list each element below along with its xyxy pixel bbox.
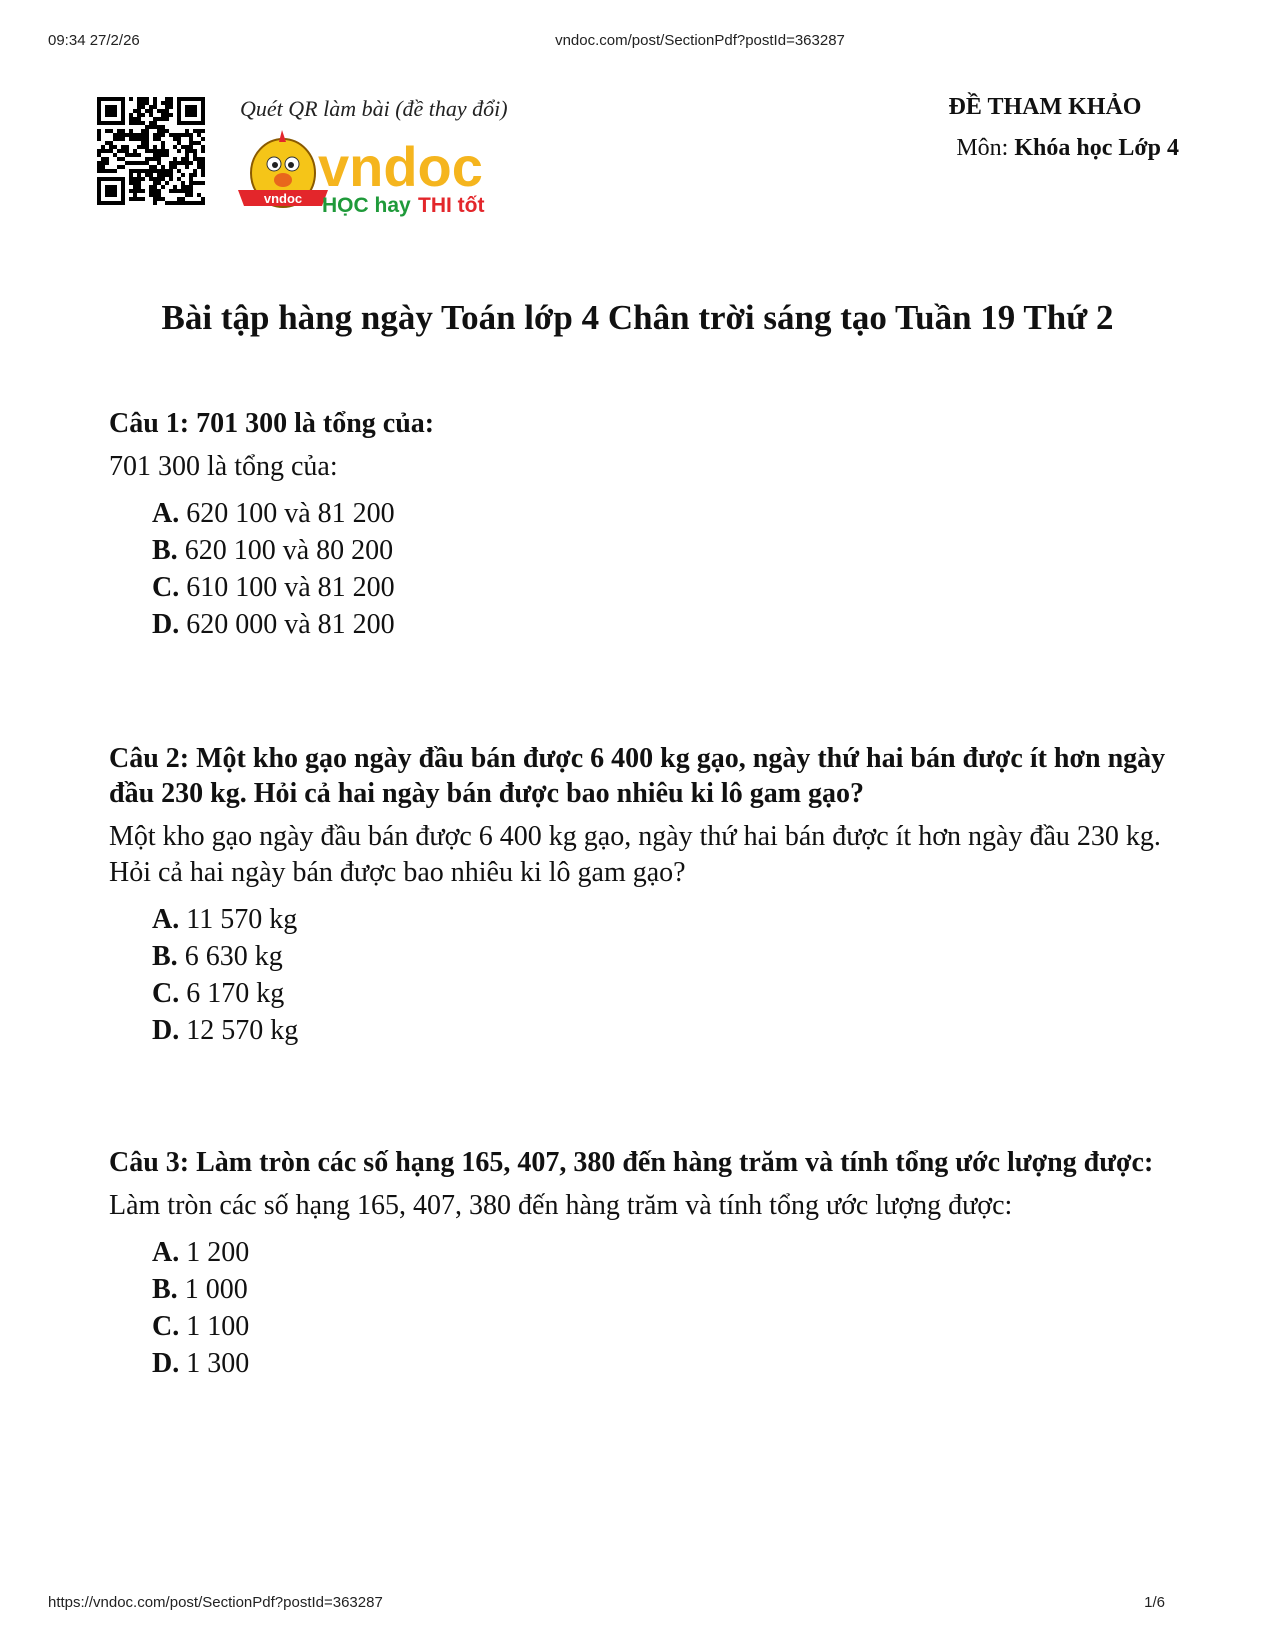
option — [152, 1308, 1199, 1345]
option-text: 620 100 và 80 200 — [184, 535, 394, 566]
subject-label: Môn: — [956, 135, 1009, 161]
option — [152, 938, 1199, 975]
options-list — [152, 1234, 1199, 1382]
option-letter: B. — [152, 941, 178, 972]
doc-label: ĐỀ THAM KHẢO — [948, 94, 1142, 120]
option-letter: A. — [152, 904, 180, 935]
option — [152, 1234, 1199, 1271]
option-text: 11 570 kg — [186, 904, 298, 935]
option-text: 6 170 kg — [186, 978, 285, 1009]
options-list — [152, 495, 1199, 643]
question-stem: Một kho gạo ngày đầu bán được 6 400 kg gạo, ngày thứ hai bán được ít hơn ngày đầu 230 kg. Hỏi cả hai ngày bán được bao nhiêu ki lô gam gạo? — [109, 821, 1161, 888]
option-letter: C. — [152, 1311, 180, 1342]
option-text: 1 200 — [186, 1237, 250, 1268]
footer-url: https://vndoc.com/post/SectionPdf?postId=363287 — [48, 1594, 383, 1611]
option — [152, 1345, 1199, 1382]
question-heading: Câu 3: Làm tròn các số hạng 165, 407, 380 đến hàng trăm và tính tổng ước lượng được: — [109, 1147, 1154, 1178]
option-letter: B. — [152, 1274, 178, 1305]
option-letter: B. — [152, 535, 178, 566]
option-letter: C. — [152, 978, 180, 1009]
option — [152, 975, 1199, 1012]
question-stem: Làm tròn các số hạng 165, 407, 380 đến hàng trăm và tính tổng ước lượng được: — [109, 1190, 1013, 1221]
page-title: Bài tập hàng ngày Toán lớp 4 Chân trời sáng tạo Tuần 19 Thứ 2 — [161, 298, 1114, 337]
option-letter: D. — [152, 1348, 180, 1379]
option-text: 1 300 — [186, 1348, 250, 1379]
option-text: 12 570 kg — [186, 1015, 299, 1046]
question-heading: Câu 2: Một kho gạo ngày đầu bán được 6 400 kg gạo, ngày thứ hai bán được ít hơn ngày đầu 230 kg. Hỏi cả hai ngày bán được bao nhiêu ki lô gam gạo? — [109, 743, 1166, 809]
option — [152, 569, 1199, 606]
print-datetime: 09:34 27/2/26 — [48, 32, 140, 49]
qr-code — [97, 97, 205, 205]
option — [152, 901, 1199, 938]
question-2 — [109, 741, 1199, 1049]
option-text: 610 100 và 81 200 — [186, 572, 395, 603]
option — [152, 1012, 1199, 1049]
option-letter: D. — [152, 609, 180, 640]
print-url: vndoc.com/post/SectionPdf?postId=363287 — [555, 32, 845, 49]
options-list — [152, 901, 1199, 1049]
option-text: 620 100 và 81 200 — [186, 498, 395, 529]
question-heading: Câu 1: 701 300 là tổng của: — [109, 408, 435, 439]
option — [152, 532, 1199, 569]
option — [152, 606, 1199, 643]
subject-value: Khóa học Lớp 4 — [1014, 135, 1179, 161]
vndoc-logo — [238, 128, 528, 224]
option-text: 620 000 và 81 200 — [186, 609, 395, 640]
option-text: 6 630 kg — [184, 941, 283, 972]
option — [152, 495, 1199, 532]
qr-note: Quét QR làm bài (đề thay đổi) — [240, 96, 508, 121]
logo-text: vndoc — [318, 135, 483, 198]
option-letter: A. — [152, 498, 180, 529]
option-letter: C. — [152, 572, 180, 603]
option — [152, 1271, 1199, 1308]
slogan-part-1: HỌC hay — [322, 194, 411, 217]
badge-text: vndoc — [263, 191, 303, 206]
question-1 — [109, 406, 1199, 643]
question-3 — [109, 1145, 1199, 1382]
option-letter: D. — [152, 1015, 180, 1046]
slogan-part-2: THI tốt — [418, 194, 485, 217]
question-stem: 701 300 là tổng của: — [109, 451, 338, 482]
page-number: 1/6 — [1144, 1594, 1165, 1611]
option-text: 1 100 — [186, 1311, 250, 1342]
option-text: 1 000 — [184, 1274, 248, 1305]
option-letter: A. — [152, 1237, 180, 1268]
doc-subject — [956, 135, 1179, 162]
